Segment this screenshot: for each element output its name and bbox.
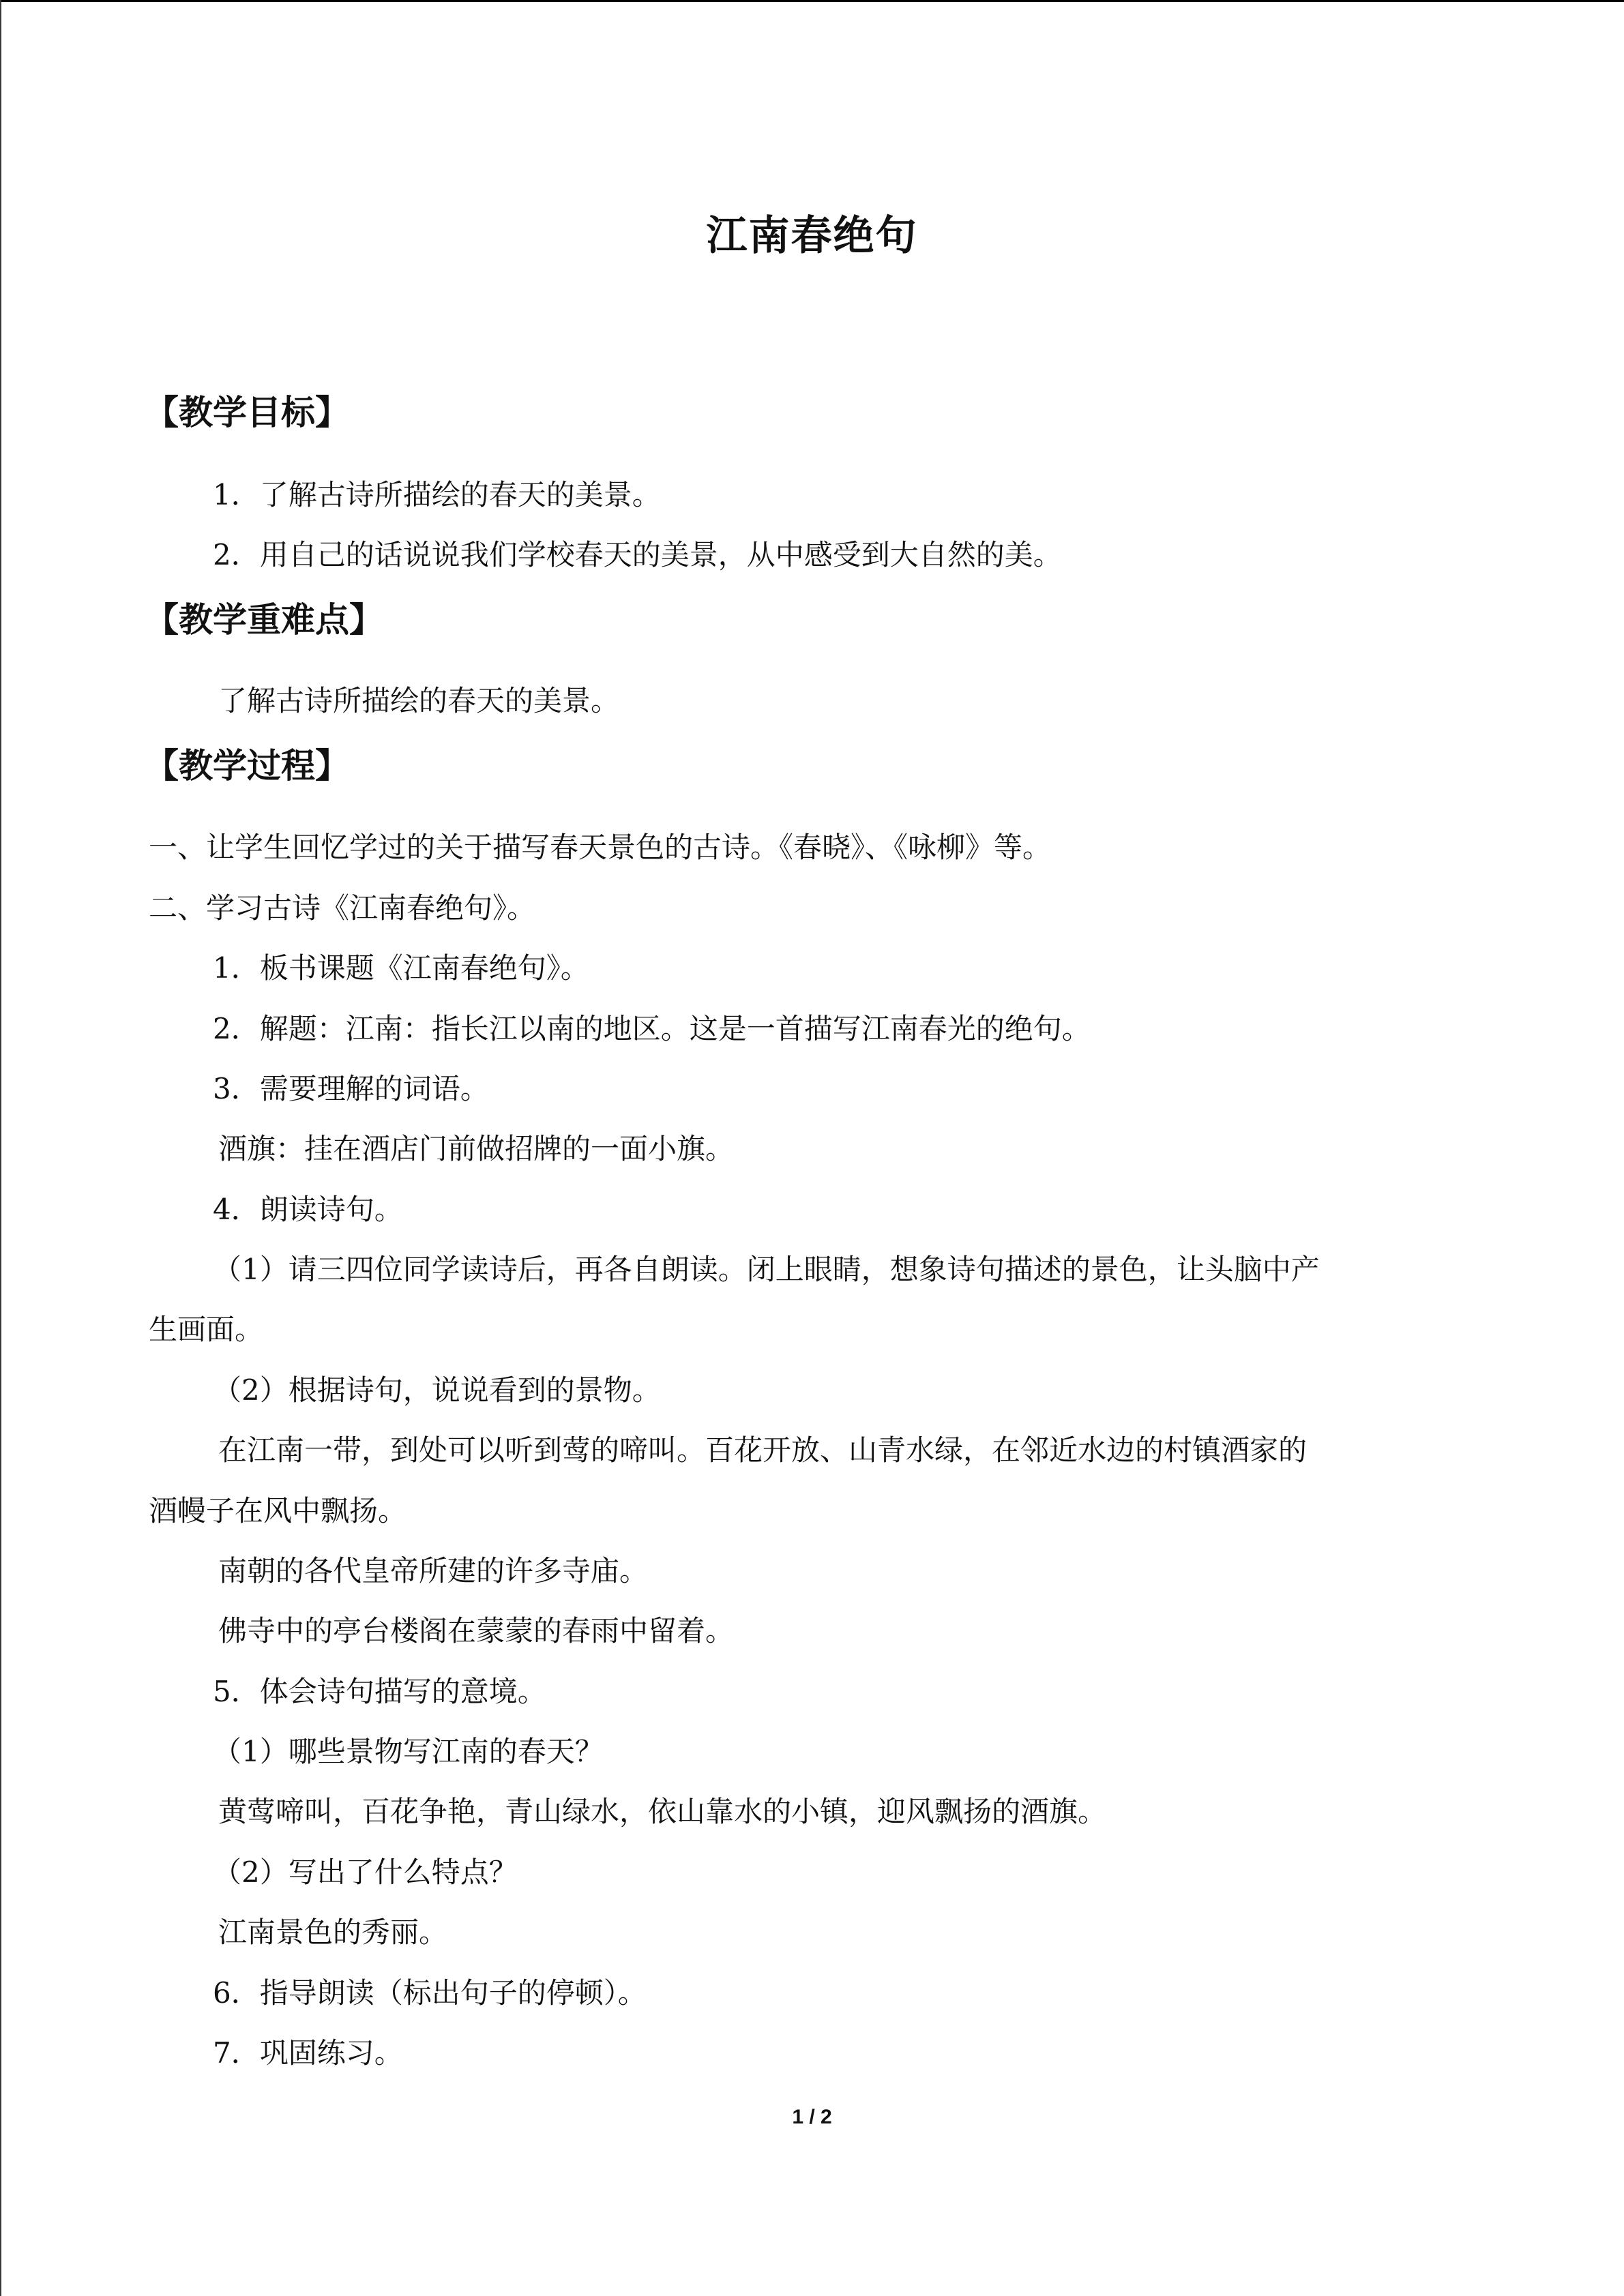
process-line: 4．朗读诗句。	[213, 1193, 403, 1226]
process-line: （1）哪些景物写江南的春天？	[213, 1735, 604, 1768]
process-line: 2．解题：江南：指长江以南的地区。这是一首描写江南春光的绝句。	[213, 1012, 1091, 1045]
process-line: 生画面。	[149, 1313, 264, 1346]
top-border-line	[0, 0, 1624, 2]
process-line: 3．需要理解的词语。	[213, 1072, 489, 1105]
process-line: 酒幔子在风中飘扬。	[149, 1494, 407, 1527]
process-line: 6．指导朗读（标出句子的停顿）。	[213, 1976, 647, 2010]
left-border-line	[0, 0, 1, 2296]
process-line: （1）请三四位同学读诗后，再各自朗读。闭上眼睛，想象诗句描述的景色，让头脑中产	[213, 1253, 1320, 1286]
process-line: 南朝的各代皇帝所建的许多寺庙。	[218, 1554, 649, 1587]
process-line: 7．巩固练习。	[213, 2036, 403, 2070]
process-line: 1．板书课题《江南春绝句》。	[213, 951, 589, 985]
process-line: 酒旗：挂在酒店门前做招牌的一面小旗。	[218, 1132, 735, 1165]
process-line: （2）写出了什么特点？	[213, 1855, 518, 1889]
document-title: 江南春绝句	[706, 212, 918, 260]
process-line: 江南景色的秀丽。	[218, 1915, 448, 1949]
objective-item-1: 1．了解古诗所描绘的春天的美景。	[213, 478, 661, 511]
process-line: （2）根据诗句，说说看到的景物。	[213, 1373, 661, 1407]
process-line: 佛寺中的亭台楼阁在蒙蒙的春雨中留着。	[218, 1614, 735, 1648]
page-number: 1 / 2	[792, 2106, 832, 2128]
process-line: 一、让学生回忆学过的关于描写春天景色的古诗。《春晓》、《咏柳》等。	[149, 831, 1052, 864]
process-line: 二、学习古诗《江南春绝句》。	[149, 891, 536, 925]
process-line: 5．体会诗句描写的意境。	[213, 1675, 546, 1708]
objective-item-2: 2．用自己的话说说我们学校春天的美景，从中感受到大自然的美。	[213, 538, 1062, 571]
process-line: 在江南一带，到处可以听到莺的啼叫。百花开放、山青水绿，在邻近水边的村镇酒家的	[218, 1433, 1308, 1467]
section-heading-process: 【教学过程】	[145, 746, 349, 786]
process-line: 黄莺啼叫，百花争艳，青山绿水，依山靠水的小镇，迎风飘扬的酒旗。	[218, 1795, 1107, 1828]
section-heading-objectives: 【教学目标】	[145, 393, 349, 432]
section-heading-key-points: 【教学重难点】	[145, 600, 383, 640]
key-points-text: 了解古诗所描绘的春天的美景。	[218, 684, 620, 717]
